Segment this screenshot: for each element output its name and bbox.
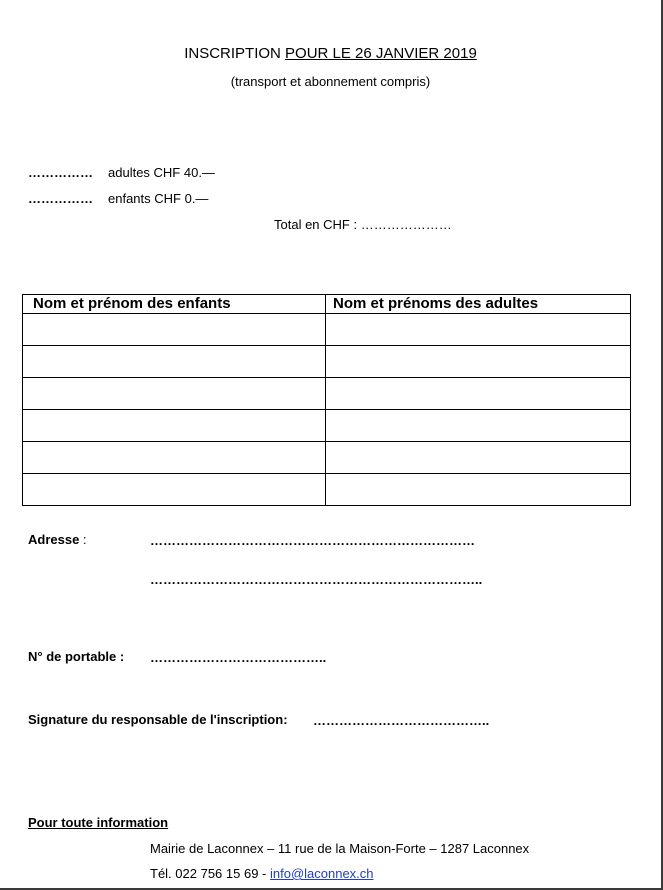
title-prefix: INSCRIPTION	[184, 45, 286, 62]
title-date: POUR LE 26 JANVIER 2019	[285, 45, 477, 62]
table-row	[23, 410, 631, 442]
phone-field[interactable]: …………………………………..	[150, 650, 327, 665]
adult-name-cell[interactable]	[326, 410, 631, 442]
email-link[interactable]: info@laconnex.ch	[269, 866, 374, 881]
child-name-cell[interactable]	[23, 442, 326, 474]
total-field[interactable]: Total en CHF : …………………	[274, 217, 452, 232]
table-row	[23, 474, 631, 506]
phone-label: N° de portable :	[28, 649, 125, 664]
page-subtitle: (transport et abonnement compris)	[230, 74, 431, 89]
header-children: Nom et prénom des enfants	[23, 295, 326, 314]
mairie-address: Mairie de Laconnex – 11 rue de la Maison-Forte – 1287 Laconnex	[150, 841, 530, 856]
table-row	[23, 346, 631, 378]
phone-number: Tél. 022 756 15 69 -	[150, 866, 270, 881]
header-adults: Nom et prénoms des adultes	[326, 295, 631, 314]
adults-price-label: adultes CHF 40.—	[108, 165, 215, 180]
child-name-cell[interactable]	[23, 410, 326, 442]
children-price-label: enfants CHF 0.—	[108, 191, 209, 206]
adult-name-cell[interactable]	[326, 442, 631, 474]
table-row	[23, 442, 631, 474]
table-row	[23, 314, 631, 346]
address-line-2[interactable]: …………………………………………………………………..	[150, 572, 483, 587]
address-label-text: Adresse	[28, 532, 80, 547]
contact-line	[150, 866, 374, 881]
table-row	[23, 378, 631, 410]
adult-name-cell[interactable]	[326, 314, 631, 346]
adults-count-field[interactable]: ……………	[28, 165, 93, 180]
names-table	[22, 294, 631, 506]
signature-label: Signature du responsable de l'inscription:	[28, 712, 288, 727]
child-name-cell[interactable]	[23, 378, 326, 410]
address-label	[28, 532, 87, 547]
address-colon: :	[79, 532, 87, 547]
info-heading: Pour toute information	[28, 815, 169, 830]
table-header-row	[23, 295, 631, 314]
adult-name-cell[interactable]	[326, 474, 631, 506]
adult-name-cell[interactable]	[326, 378, 631, 410]
child-name-cell[interactable]	[23, 314, 326, 346]
signature-field[interactable]: …………………………………..	[313, 713, 490, 728]
child-name-cell[interactable]	[23, 474, 326, 506]
child-name-cell[interactable]	[23, 346, 326, 378]
adult-name-cell[interactable]	[326, 346, 631, 378]
address-line-1[interactable]: …………………………………………………………………	[150, 533, 475, 548]
children-count-field[interactable]: ……………	[28, 191, 93, 206]
page-title	[0, 45, 661, 62]
